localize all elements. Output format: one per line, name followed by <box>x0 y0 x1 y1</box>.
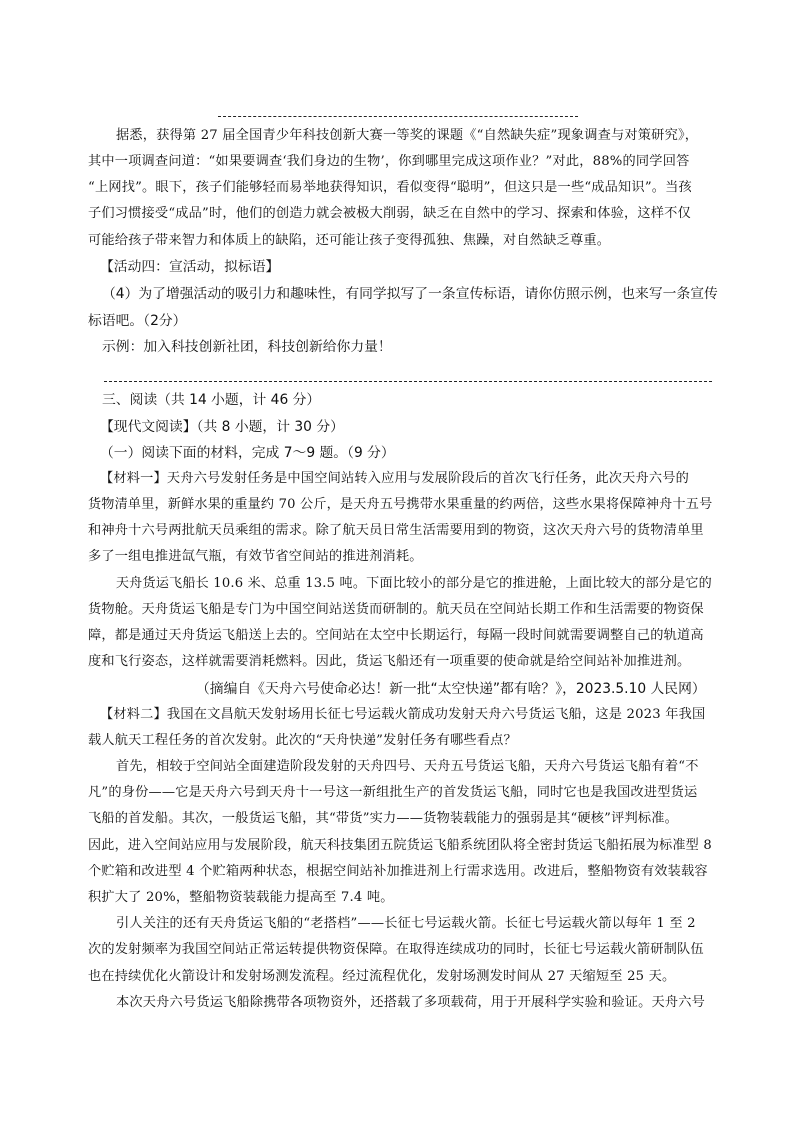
activity-title: 【活动四：宣活动，拟标语】 <box>100 259 280 275</box>
question-4-text: 标语吧。（2分） <box>88 313 187 329</box>
material-line: 个贮箱和改进型 4 个贮箱两种状态，根据空间站补加推进剂上行需求选用。改进后，整船物资有效装载容 <box>88 864 708 879</box>
material-line: 【材料一】天舟六号发射任务是中国空间站转入应用与发展阶段后的首次飞行任务，此次天舟六号的 <box>100 471 690 486</box>
material-line: 多了一组电推进氙气瓶，有效节省空间站的推进剂消耗。 <box>88 549 423 564</box>
paragraph-line: 其中一项调查问道：“如果要调查‘我们身边的生物’，你到哪里完成这项作业？”对此，88%的同学回答 <box>88 154 690 169</box>
example-text: 示例：加入科技创新社团，科技创新给你力量！ <box>102 339 392 355</box>
material-line: 次的发射频率为我国空间站正常运转提供物资保障。在取得连续成功的同时，长征七号运载火箭研制队伍 <box>88 942 704 957</box>
paragraph-line: 据悉，获得第 27 届全国青少年科技创新大赛一等奖的课题《“自然缺失症”现象调查与对策研究》， <box>116 128 699 143</box>
paragraph-line: 子们习惯接受“成品”时，他们的创造力就会被极大削弱，缺乏在自然中的学习、探索和体验，这样不仅 <box>88 206 691 221</box>
material-line: 首先，相较于空间站全面建造阶段发射的天舟四号、天舟五号货运飞船，天舟六号货运飞船有着“不 <box>116 759 699 774</box>
answer-blank-line[interactable] <box>218 116 578 117</box>
question-4-text: （4）为了增强活动的吸引力和趣味性，有同学拟写了一条宣传标语，请你仿照示例，也来写一条宣传 <box>102 286 718 302</box>
material-line: 度和飞行姿态，这样就需要消耗燃料。因此，货运飞船还有一项重要的使命就是给空间站补加推进剂。 <box>88 654 691 669</box>
material-line: 积扩大了 20%，整船物资装载能力提高至 7.4 吨。 <box>88 890 394 905</box>
material-line: 引人关注的还有天舟货运飞船的“老搭档”——长征七号运载火箭。长征七号运载火箭以每年 1 至 2 <box>116 916 696 931</box>
material-line: 本次天舟六号货运飞船除携带各项物资外，还搭载了多项载荷，用于开展科学实验和验证。天舟六号 <box>116 995 706 1010</box>
section-title: 三、阅读（共 14 小题，计 46 分） <box>102 392 321 408</box>
material-line: 货物舱。天舟货运飞船是专门为中国空间站送货而研制的。航天员在空间站长期工作和生活需要的物资保 <box>88 602 704 617</box>
source-citation: （摘编自《天舟六号使命必达！新一批“太空快递”都有啥？》，2023.5.10 人民网） <box>196 681 706 697</box>
part-title: （一）阅读下面的材料，完成 7～9 题。（9 分） <box>100 445 395 461</box>
paragraph-line: “上网找”。眼下，孩子们能够轻而易举地获得知识，看似变得“聪明”，但这只是一些“成品知识”。当孩 <box>88 180 692 195</box>
material-line: 载人航天工程任务的首次发射。此次的“天舟快递”发射任务有哪些看点？ <box>88 733 517 748</box>
material-line: 飞船的首发船。其次，一般货运飞船，其“带货”实力——货物装载能力的强弱是其“硬核”评判标准。 <box>88 811 679 826</box>
material-line: 因此，进入空间站应用与发展阶段，航天科技集团五院货运飞船系统团队将全密封货运飞船拓展为标准型 8 <box>88 838 712 853</box>
paragraph-line: 可能给孩子带来智力和体质上的缺陷，还可能让孩子变得孤独、焦躁，对自然缺乏尊重。 <box>88 233 611 248</box>
material-line: 也在持续优化火箭设计和发射场测发流程。经过流程优化，发射场测发时间从 27 天缩短至 25 天。 <box>88 969 676 984</box>
section-subtitle: 【现代文阅读】（共 8 小题，计 30 分） <box>100 419 344 435</box>
material-line: 障，都是通过天舟货运飞船送上去的。空间站在太空中长期运行，每隔一段时间就需要调整自己的轨道高 <box>88 628 704 643</box>
answer-blank-line[interactable] <box>104 381 712 382</box>
material-line: 货物清单里，新鲜水果的重量约 70 公斤，是天舟五号携带水果重量的约两倍，这些水果将保障神舟十五号 <box>88 497 713 512</box>
material-line: 【材料二】我国在文昌航天发射场用长征七号运载火箭成功发射天舟六号货运飞船，这是 2023 年我国 <box>100 707 706 722</box>
material-line: 凡”的身份——它是天舟六号到天舟十一号这一新组批生产的首发货运飞船，同时它也是我国改进型货运 <box>88 785 698 800</box>
material-line: 天舟货运飞船长 10.6 米、总重 13.5 吨。下面比较小的部分是它的推进舱，上面比较大的部分是它的 <box>115 576 712 591</box>
material-line: 和神舟十六号两批航天员乘组的需求。除了航天员日常生活需要用到的物资，这次天舟六号的货物清单里 <box>88 523 704 538</box>
